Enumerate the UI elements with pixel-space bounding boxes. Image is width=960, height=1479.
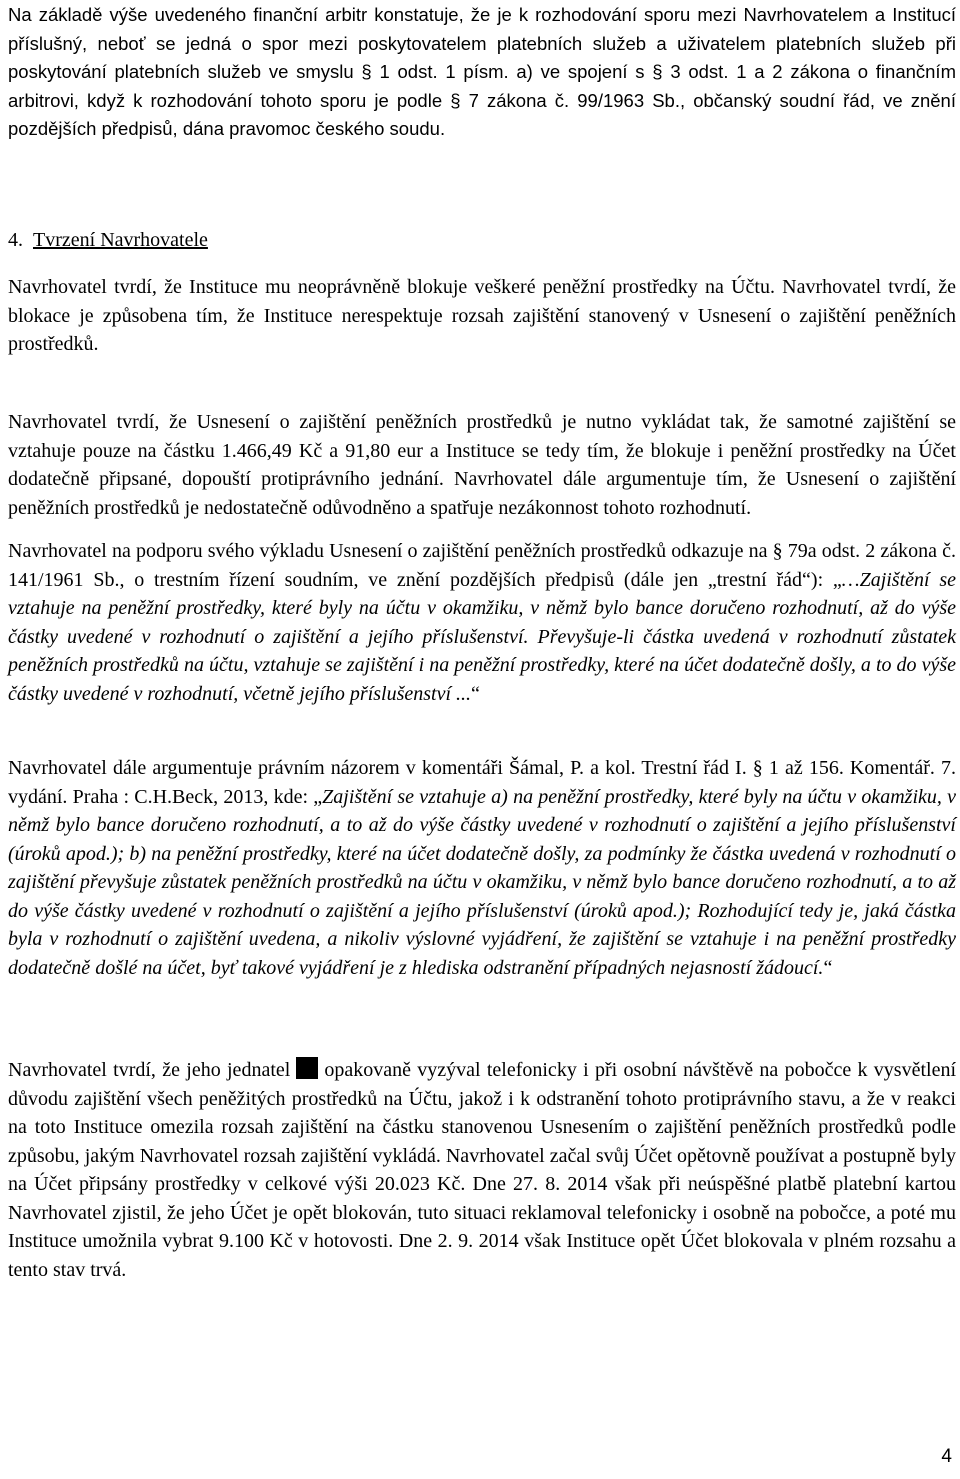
claim-paragraph-5 — [8, 1056, 956, 1284]
paragraph-3-outro: “ — [471, 682, 480, 705]
paragraph-3-quote: …Zajištění se vztahuje na peněžní prostředky, které byly na účtu v okamžiku, v němž bylo bance doručeno rozhodnutí, až do výše částky uvedené v rozhodnutí o zajištění a jejího příslušenství. Převyšuje-li částka uvedená v rozhodnutí zůstatek peněžních prostředků na účtu, vztahuje se zajištění i na peněžní prostředky, které na účet dodatečně došly, a to do výše částky uvedené v rozhodnutí, včetně jejího příslušenství ... — [8, 568, 957, 705]
paragraph-4-outro: “ — [823, 956, 833, 979]
claim-paragraph-2: Navrhovatel tvrdí, že Usnesení o zajištění peněžních prostředků je nutno vykládat tak, že samotné zajištění se vztahuje pouze na částku 1.466,49 Kč a 91,80 eur a Instituce se tedy tím, že blokuje i peněžní prostředky na Účet dodatečně připsané, dopouští protiprávního jednání. Navrhovatel dále argumentuje tím, že Usnesení o zajištění peněžních prostředků je nedostatečně odůvodněno a spatřuje nezákonnost tohoto rozhodnutí. — [8, 411, 956, 519]
section-title: Tvrzení Navrhovatele — [33, 229, 208, 251]
claim-paragraph-3 — [8, 537, 956, 708]
section-heading — [8, 226, 208, 254]
claim-paragraph-1: Navrhovatel tvrdí, že Instituce mu neoprávněně blokuje veškeré peněžní prostředky na Účtu. Navrhovatel tvrdí, že blokace je způsobena tím, že Instituce nerespektuje rozsah zajištění stanovený v Usnesení o zajištění peněžních prostředků. — [8, 276, 956, 355]
paragraph-5-before-redaction: Navrhovatel tvrdí, že jeho jednatel — [8, 1059, 291, 1081]
paragraph-4-quote: Zajištění se vztahuje a) na peněžní prostředky, které byly na účtu v okamžiku, v němž bylo bance doručeno rozhodnutí, a to až do výše částky uvedené v rozhodnutí o zajištění a jejího příslušenství (úroků apod.); b) na peněžní prostředky, které na účet dodatečně došly, za podmínky že částka uvedená v rozhodnutí o zajištění převyšuje zůstatek peněžních prostředků na účtu v okamžiku, v němž bylo bance doručeno rozhodnutí, a to až do výše částky uvedené v rozhodnutí o zajištění a jejího příslušenství (úroků apod.); Rozhodující tedy je, jaká částka byla v rozhodnutí o zajištění uvedena, a nikoliv výslovné vyjádření, že zajištění se vztahuje i na peněžní prostředky dodatečně došlé na účet, byť takové vyjádření je z hlediska odstranění případných nejasností žádoucí. — [8, 785, 956, 979]
page-number: 4 — [941, 1446, 952, 1467]
redaction-box — [296, 1057, 318, 1079]
section-number: 4. — [8, 229, 23, 251]
intro-paragraph: Na základě výše uvedeného finanční arbitr konstatuje, že je k rozhodování sporu mezi Navrhovatelem a Institucí příslušný, neboť se jedná o spor mezi poskytovatelem platebních služeb a uživatelem platebních služeb při poskytování platebních služeb ve smyslu § 1 odst. 1 písm. a) ve spojení s § 3 odst. 1 a 2 zákona o finančním arbitrovi, když k rozhodování tohoto sporu je podle § 7 zákona č. 99/1963 Sb., občanský soudní řád, ve znění pozdějších předpisů, dána pravomoc českého soudu. — [8, 4, 956, 139]
paragraph-3-intro: Navrhovatel na podporu svého výkladu Usnesení o zajištění peněžních prostředků odkazuje na § 79a odst. 2 zákona č. 141/1961 Sb., o trestním řízení soudním, ve znění pozdějších předpisů (dále jen „trestní řád“): „ — [8, 540, 956, 591]
paragraph-5-after-redaction: opakovaně vyzýval telefonicky i při osobní návštěvě na pobočce k vysvětlení důvodu zajištění všech peněžitých prostředků na Účtu, jakož i k odstranění tohoto protiprávního stavu, a že v reakci na toto Instituce omezila rozsah zajištění na částku stanovenou Usnesením o zajištění peněžních prostředků podle způsobu, jakým Navrhovatel rozsah zajištění vykládá. Navrhovatel začal svůj Účet opětovně používat a postupně byly na Účet připsány prostředky v celkové výši 20.023 Kč. Dne 27. 8. 2014 však při neúspěšné platbě platební kartou Navrhovatel zjistil, že jeho Účet je opět blokován, tuto situaci reklamoval telefonicky i osobně na pobočce, a poté mu Instituce umožnila vybrat 9.100 Kč v hotovosti. Dne 2. 9. 2014 však Instituce opět Účet blokovala v plném rozsahu a tento stav trvá. — [8, 1059, 957, 1281]
paragraph-4-intro: Navrhovatel dále argumentuje právním názorem v komentáři Šámal, P. a kol. Trestní řád I. § 1 až 156. Komentář. 7. vydání. Praha : C.H.Beck, 2013, kde: „ — [8, 757, 956, 808]
claim-paragraph-4 — [8, 754, 956, 982]
